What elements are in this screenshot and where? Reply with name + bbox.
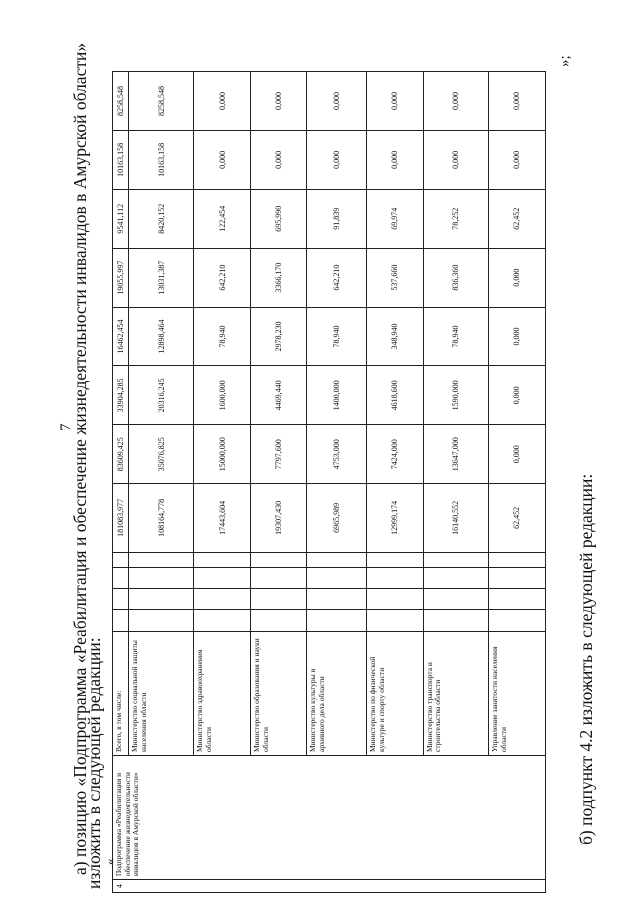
- row-number-cell: 4: [113, 880, 546, 893]
- executor-cell: Министерство социальной защиты населения области: [129, 631, 194, 755]
- funding-value-cell: 8420,152: [129, 189, 194, 248]
- funding-value-cell: 836,360: [423, 248, 488, 307]
- funding-value-cell: 8258,548: [113, 72, 129, 131]
- funding-value-cell: 3366,170: [251, 248, 307, 307]
- executor-cell: Управление занятости населения области: [489, 631, 546, 755]
- empty-cell: [194, 610, 251, 631]
- empty-cell: [306, 610, 366, 631]
- next-amendment-text: б) подпункт 4.2 изложить в следующей редакции:: [576, 473, 596, 845]
- page-number: 7: [58, 423, 74, 431]
- funding-value-cell: 17443,604: [194, 484, 251, 553]
- empty-cell: [129, 552, 194, 567]
- funding-value-cell: 0,000: [251, 72, 307, 131]
- subprogram-funding-table: [112, 71, 546, 893]
- funding-value-cell: 6965,989: [306, 484, 366, 553]
- funding-value-cell: 4469,440: [251, 366, 307, 425]
- funding-value-cell: 13031,387: [129, 248, 194, 307]
- funding-value-cell: 20316,245: [129, 366, 194, 425]
- executor-cell: Министерство здравоохранения области: [194, 631, 251, 755]
- funding-value-cell: 537,660: [366, 248, 423, 307]
- empty-cell: [366, 610, 423, 631]
- funding-value-cell: 0,000: [489, 72, 546, 131]
- empty-cell: [306, 567, 366, 588]
- empty-cell: [113, 552, 129, 567]
- empty-cell: [489, 589, 546, 610]
- empty-cell: [129, 610, 194, 631]
- funding-value-cell: 10163,158: [129, 130, 194, 189]
- funding-value-cell: 13647,000: [423, 425, 488, 484]
- funding-value-cell: 1400,000: [306, 366, 366, 425]
- empty-cell: [113, 589, 129, 610]
- empty-cell: [113, 567, 129, 588]
- funding-value-cell: 7797,600: [251, 425, 307, 484]
- funding-value-cell: 0,000: [489, 130, 546, 189]
- funding-value-cell: 642,210: [194, 248, 251, 307]
- funding-value-cell: 16462,454: [113, 307, 129, 366]
- funding-value-cell: 91,839: [306, 189, 366, 248]
- empty-cell: [251, 589, 307, 610]
- empty-cell: [113, 610, 129, 631]
- funding-value-cell: 10163,158: [113, 130, 129, 189]
- empty-cell: [489, 552, 546, 567]
- funding-value-cell: 0,000: [306, 130, 366, 189]
- funding-value-cell: 0,000: [194, 72, 251, 131]
- empty-cell: [194, 589, 251, 610]
- opening-quote: «: [102, 858, 117, 865]
- funding-value-cell: 0,000: [423, 130, 488, 189]
- funding-value-cell: 1590,000: [423, 366, 488, 425]
- table-row: [113, 72, 129, 893]
- funding-value-cell: 0,000: [366, 130, 423, 189]
- funding-value-cell: 69,974: [366, 189, 423, 248]
- funding-value-cell: 2978,230: [251, 307, 307, 366]
- funding-value-cell: 0,000: [489, 248, 546, 307]
- executor-cell: Министерство культуры и архивного дела области: [306, 631, 366, 755]
- empty-cell: [306, 552, 366, 567]
- executor-cell: Министерство транспорта и строительства области: [423, 631, 488, 755]
- funding-value-cell: 0,000: [366, 72, 423, 131]
- funding-value-cell: 78,252: [423, 189, 488, 248]
- funding-value-cell: 1600,000: [194, 366, 251, 425]
- funding-value-cell: 78,940: [306, 307, 366, 366]
- funding-value-cell: 9541,112: [113, 189, 129, 248]
- funding-value-cell: 0,000: [489, 307, 546, 366]
- funding-value-cell: 348,940: [366, 307, 423, 366]
- amendment-heading-line1: а) позицию «Подпрограмма «Реабилитация и обеспечение жизнедеятельности инвалидов в Амурской области»: [70, 42, 90, 875]
- empty-cell: [366, 552, 423, 567]
- funding-value-cell: 19307,430: [251, 484, 307, 553]
- funding-value-cell: 8258,548: [129, 72, 194, 131]
- funding-value-cell: 0,000: [423, 72, 488, 131]
- empty-cell: [489, 610, 546, 631]
- empty-cell: [423, 552, 488, 567]
- funding-value-cell: 4753,000: [306, 425, 366, 484]
- empty-cell: [423, 610, 488, 631]
- empty-cell: [129, 567, 194, 588]
- funding-value-cell: 16140,552: [423, 484, 488, 553]
- funding-value-cell: 0,000: [489, 425, 546, 484]
- empty-cell: [251, 610, 307, 631]
- empty-cell: [366, 589, 423, 610]
- funding-value-cell: 35076,825: [129, 425, 194, 484]
- funding-value-cell: 83609,425: [113, 425, 129, 484]
- funding-value-cell: 7424,000: [366, 425, 423, 484]
- funding-value-cell: 0,000: [251, 130, 307, 189]
- executor-cell: Всего, в том числе:: [113, 631, 129, 755]
- funding-value-cell: 12999,174: [366, 484, 423, 553]
- empty-cell: [194, 552, 251, 567]
- empty-cell: [423, 567, 488, 588]
- empty-cell: [489, 567, 546, 588]
- executor-cell: Министерство по физической культуре и спорту области: [366, 631, 423, 755]
- funding-value-cell: 0,000: [489, 366, 546, 425]
- funding-value-cell: 78,940: [194, 307, 251, 366]
- empty-cell: [194, 567, 251, 588]
- empty-cell: [423, 589, 488, 610]
- funding-value-cell: 695,990: [251, 189, 307, 248]
- funding-value-cell: 62,452: [489, 484, 546, 553]
- funding-value-cell: 33904,285: [113, 366, 129, 425]
- closing-quote: »;: [557, 55, 573, 67]
- program-name-cell: Подпрограмма «Реабилитация и обеспечение жизнедеятельности инвалидов в Амурской области»: [113, 756, 546, 880]
- empty-cell: [129, 589, 194, 610]
- funding-value-cell: 642,210: [306, 248, 366, 307]
- empty-cell: [251, 552, 307, 567]
- funding-value-cell: 122,454: [194, 189, 251, 248]
- funding-value-cell: 78,940: [423, 307, 488, 366]
- funding-value-cell: 62,452: [489, 189, 546, 248]
- empty-cell: [251, 567, 307, 588]
- funding-value-cell: 108164,778: [129, 484, 194, 553]
- empty-cell: [306, 589, 366, 610]
- funding-value-cell: 0,000: [194, 130, 251, 189]
- funding-value-cell: 181083,977: [113, 484, 129, 553]
- funding-value-cell: 12898,464: [129, 307, 194, 366]
- executor-cell: Министерство образования и науки области: [251, 631, 307, 755]
- empty-cell: [366, 567, 423, 588]
- funding-value-cell: 15000,000: [194, 425, 251, 484]
- funding-value-cell: 0,000: [306, 72, 366, 131]
- funding-value-cell: 19055,997: [113, 248, 129, 307]
- amendment-heading-line2: изложить в следующей редакции:: [84, 637, 104, 889]
- funding-value-cell: 4618,600: [366, 366, 423, 425]
